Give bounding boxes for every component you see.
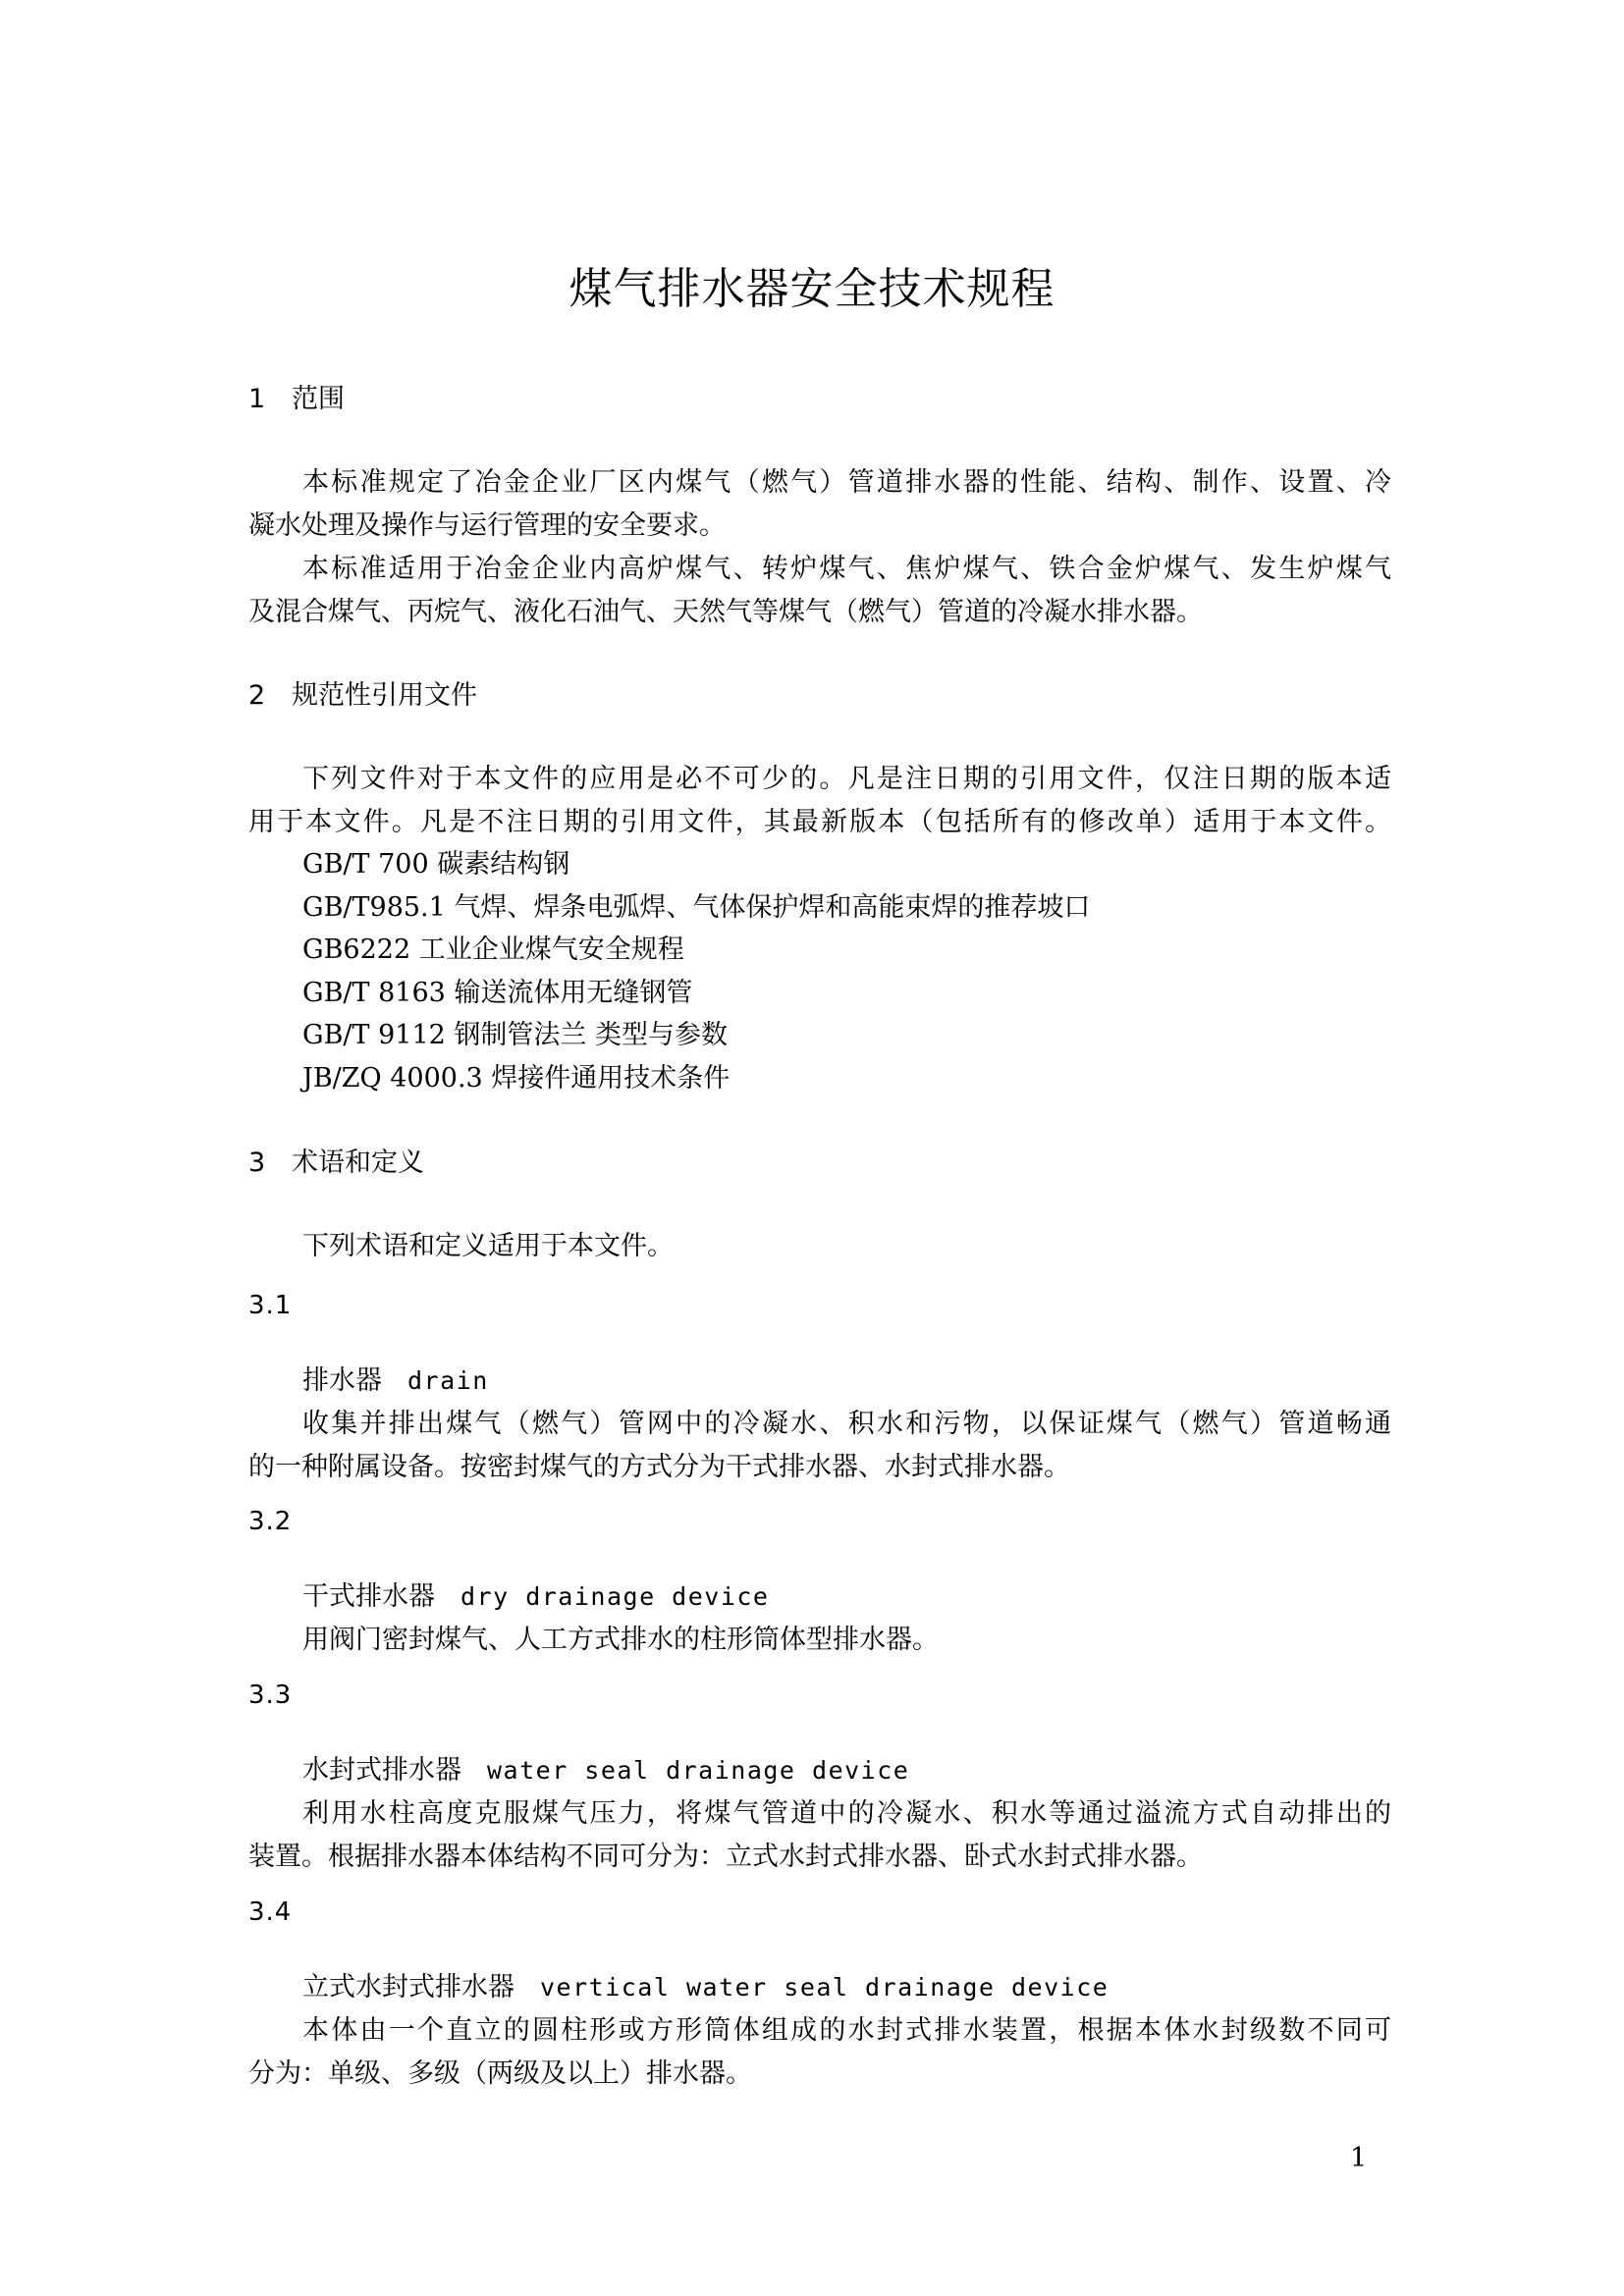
paragraph-line: 及混合煤气、丙烷气、液化石油气、天然气等煤气（燃气）管道的冷凝水排水器。 [248, 597, 1203, 627]
term-entry [302, 1965, 1109, 2003]
definition-line: 收集并排出煤气（燃气）管网中的冷凝水、积水和污物，以保证煤气（燃气）管道畅通 [302, 1409, 1391, 1439]
section-3-heading [248, 1141, 424, 1179]
section-number: 2 [248, 680, 266, 711]
term-english: vertical water seal drainage device [540, 1973, 1110, 2002]
term-entry [302, 1359, 489, 1397]
definition-line: 分为：单级、多级（两级及以上）排水器。 [248, 2058, 752, 2089]
reference-item: GB/T 700 碳素结构钢 [302, 849, 570, 880]
term-english: drain [407, 1366, 489, 1395]
term-english: dry drainage device [460, 1582, 770, 1611]
page-number: 1 [1350, 2143, 1368, 2173]
definition-line: 利用水柱高度克服煤气压力，将煤气管道中的冷凝水、积水等通过溢流方式自动排出的 [302, 1798, 1391, 1829]
term-chinese: 水封式排水器 [302, 1755, 461, 1786]
paragraph-line: 本标准规定了冶金企业厂区内煤气（燃气）管道排水器的性能、结构、制作、设置、冷 [302, 467, 1391, 498]
paragraph-line: 本标准适用于冶金企业内高炉煤气、转炉煤气、焦炉煤气、铁合金炉煤气、发生炉煤气 [302, 554, 1391, 584]
section-title: 范围 [292, 384, 345, 414]
paragraph-line: 下列文件对于本文件的应用是必不可少的。凡是注日期的引用文件，仅注日期的版本适 [302, 764, 1391, 794]
section-number: 3 [248, 1148, 266, 1178]
clause-number: 3.2 [248, 1507, 293, 1536]
term-entry [302, 1748, 909, 1787]
reference-item: GB/T 9112 钢制管法兰 类型与参数 [302, 1020, 728, 1050]
definition-line: 装置。根据排水器本体结构不同可分为：立式水封式排水器、卧式水封式排水器。 [248, 1842, 1203, 1872]
paragraph-line: 下列术语和定义适用于本文件。 [302, 1231, 674, 1261]
reference-item: GB/T 8163 输送流体用无缝钢管 [302, 978, 693, 1008]
section-title: 规范性引用文件 [292, 680, 477, 711]
definition-line: 的一种附属设备。按密封煤气的方式分为干式排水器、水封式排水器。 [248, 1452, 1070, 1482]
section-1-heading [248, 377, 345, 415]
reference-item: JB/ZQ 4000.3 焊接件通用技术条件 [302, 1063, 731, 1094]
clause-number: 3.4 [248, 1897, 293, 1927]
clause-number: 3.1 [248, 1291, 293, 1320]
definition-line: 本体由一个直立的圆柱形或方形筒体组成的水封式排水装置，根据本体水封级数不同可 [302, 2015, 1391, 2046]
term-entry [302, 1575, 769, 1613]
reference-item: GB/T985.1 气焊、焊条电弧焊、气体保护焊和高能束焊的推荐坡口 [302, 892, 1091, 923]
reference-item: GB6222 工业企业煤气安全规程 [302, 934, 684, 965]
document-title: 煤气排水器安全技术规程 [568, 264, 1056, 314]
term-english: water seal drainage device [487, 1756, 910, 1785]
term-chinese: 干式排水器 [302, 1581, 435, 1612]
section-2-heading [248, 673, 477, 712]
clause-number: 3.3 [248, 1681, 293, 1710]
paragraph-line: 凝水处理及操作与运行管理的安全要求。 [248, 510, 726, 541]
section-title: 术语和定义 [292, 1148, 424, 1178]
term-chinese: 立式水封式排水器 [302, 1972, 514, 2002]
definition-line: 用阀门密封煤气、人工方式排水的柱形筒体型排水器。 [302, 1625, 939, 1655]
section-number: 1 [248, 384, 266, 414]
paragraph-line: 用于本文件。凡是不注日期的引用文件，其最新版本（包括所有的修改单）适用于本文件。 [248, 807, 1391, 837]
term-chinese: 排水器 [302, 1365, 382, 1396]
